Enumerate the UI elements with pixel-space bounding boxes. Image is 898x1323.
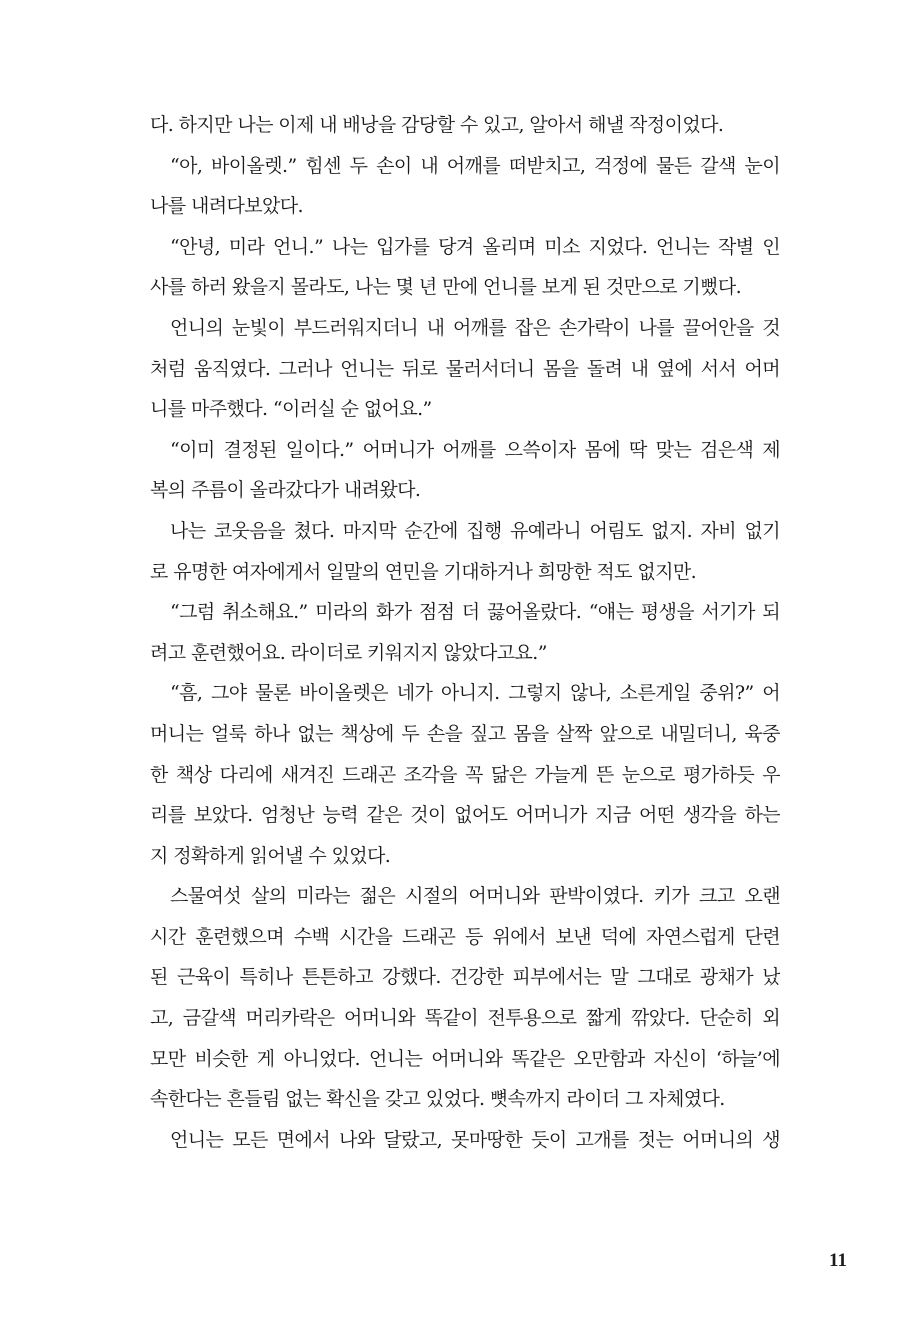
text-line-10: 복의 주름이 올라갔다가 내려왔다.: [150, 479, 421, 502]
text-line-22: 된 근육이 특히나 튼튼하고 강했다. 건강한 피부에서는 말 그대로 광채가 났: [150, 966, 780, 989]
text-line-11: 나는 코웃음을 쳤다. 마지막 순간에 집행 유예라니 어림도 없지. 자비 없기: [170, 519, 780, 542]
text-line-16: 머니는 얼룩 하나 없는 책상에 두 손을 짚고 몸을 살짝 앞으로 내밀더니, 육중: [150, 722, 780, 745]
text-line-26: 언니는 모든 면에서 나와 달랐고, 못마땅한 듯이 고개를 젓는 어머니의 생: [170, 1128, 780, 1151]
text-line-8: 니를 마주했다. “이러실 순 없어요.”: [150, 398, 432, 421]
text-line-24: 모만 비슷한 게 아니었다. 언니는 어머니와 똑같은 오만함과 자신이 ‘하늘’에: [150, 1047, 780, 1070]
text-line-18: 리를 보았다. 엄청난 능력 같은 것이 없어도 어머니가 지금 어떤 생각을 하는: [150, 804, 780, 827]
page-number: 11: [829, 1250, 847, 1271]
text-line-15: “흠, 그야 물론 바이올렛은 네가 아니지. 그렇지 않나, 소른게일 중위?” 어: [170, 682, 780, 705]
text-line-12: 로 유명한 여자에게서 일말의 연민을 기대하거나 희망한 적도 없지만.: [150, 560, 697, 583]
text-line-6: 언니의 눈빛이 부드러워지더니 내 어깨를 잡은 손가락이 나를 끌어안을 것: [170, 316, 780, 339]
text-line-25: 속한다는 흔들림 없는 확신을 갖고 있었다. 뼛속까지 라이더 그 자체였다.: [150, 1088, 725, 1111]
text-line-13: “그럼 취소해요.” 미라의 화가 점점 더 끓어올랐다. “얘는 평생을 서기가 되: [170, 601, 780, 624]
text-line-4: “안녕, 미라 언니.” 나는 입가를 당겨 올리며 미소 지었다. 언니는 작별 인: [170, 235, 780, 258]
text-line-23: 고, 금갈색 머리카락은 어머니와 똑같이 전투용으로 짧게 깎았다. 단순히 외: [150, 1007, 780, 1030]
text-line-20: 스물여섯 살의 미라는 젊은 시절의 어머니와 판박이였다. 키가 크고 오랜: [170, 885, 780, 908]
text-line-14: 려고 훈련했어요. 라이더로 키워지지 않았다고요.”: [150, 641, 547, 664]
text-line-2: “아, 바이올렛.” 힘센 두 손이 내 어깨를 떠받치고, 걱정에 물든 갈색 눈이: [170, 154, 780, 177]
text-line-3: 나를 내려다보았다.: [150, 195, 303, 218]
text-line-9: “이미 결정된 일이다.” 어머니가 어깨를 으쓱이자 몸에 딱 맞는 검은색 제: [170, 438, 780, 461]
text-line-1: 다. 하지만 나는 이제 내 배낭을 감당할 수 있고, 알아서 해낼 작정이었다.: [150, 114, 724, 136]
text-line-5: 사를 하러 왔을지 몰라도, 나는 몇 년 만에 언니를 보게 된 것만으로 기뻤다.: [150, 276, 742, 299]
body-text: [150, 105, 780, 1160]
text-line-17: 한 책상 다리에 새겨진 드래곤 조각을 꼭 닮은 가늘게 뜬 눈으로 평가하듯 우: [150, 763, 780, 786]
text-line-7: 처럼 움직였다. 그러나 언니는 뒤로 물러서더니 몸을 돌려 내 옆에 서서 어머: [150, 357, 780, 380]
text-line-21: 시간 훈련했으며 수백 시간을 드래곤 등 위에서 보낸 덕에 자연스럽게 단련: [150, 925, 780, 948]
text-line-19: 지 정확하게 읽어낼 수 있었다.: [150, 844, 391, 867]
